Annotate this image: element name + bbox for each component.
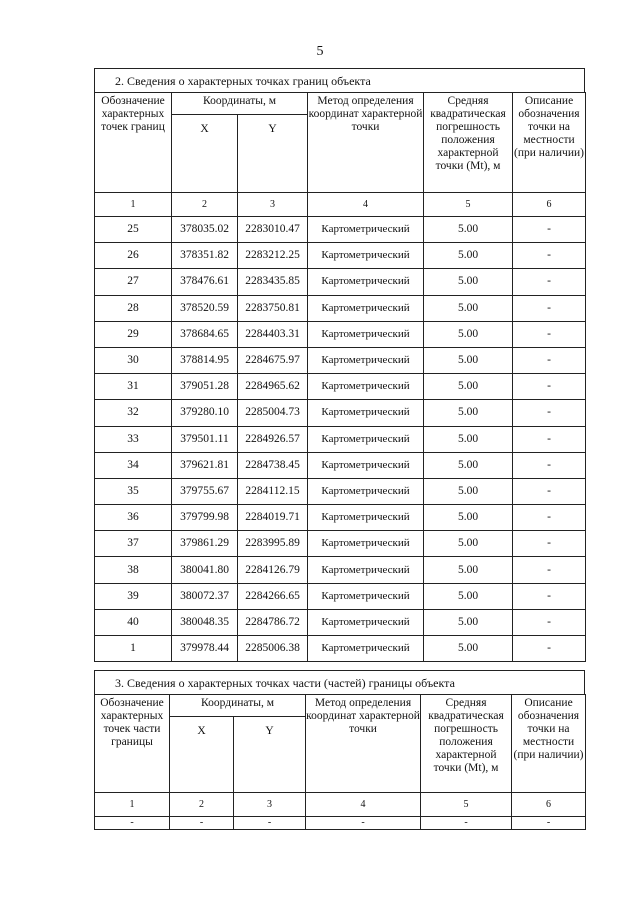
method-cell: Картометрический (308, 347, 424, 373)
description-cell: - (513, 347, 586, 373)
y-coordinate-cell: 2284403.31 (238, 321, 308, 347)
column-number: 1 (95, 793, 170, 817)
description-cell: - (513, 557, 586, 583)
error-cell: 5.00 (424, 478, 513, 504)
error-cell: 5.00 (424, 583, 513, 609)
error-cell: 5.00 (424, 505, 513, 531)
header-y: Y (238, 115, 308, 193)
header-method: Метод определения координат характерной точки (308, 93, 424, 193)
column-numbers-row (95, 193, 586, 217)
error-cell: - (421, 817, 512, 830)
description-cell: - (513, 321, 586, 347)
method-cell: Картометрический (308, 321, 424, 347)
point-cell: 28 (95, 295, 172, 321)
x-coordinate-cell: 379755.67 (172, 478, 238, 504)
header-coordinates: Координаты, м (172, 93, 308, 115)
description-cell: - (513, 400, 586, 426)
y-coordinate-cell: - (234, 817, 306, 830)
y-coordinate-cell: 2283435.85 (238, 269, 308, 295)
table-row (95, 583, 586, 609)
table-row (95, 321, 586, 347)
table-row (95, 531, 586, 557)
column-number: 6 (513, 193, 586, 217)
header-x: X (170, 717, 234, 793)
x-coordinate-cell: 378351.82 (172, 243, 238, 269)
description-cell: - (513, 269, 586, 295)
error-cell: 5.00 (424, 321, 513, 347)
description-cell: - (513, 531, 586, 557)
point-cell: 38 (95, 557, 172, 583)
column-number: 5 (421, 793, 512, 817)
column-number: 1 (95, 193, 172, 217)
x-coordinate-cell: 378476.61 (172, 269, 238, 295)
y-coordinate-cell: 2284786.72 (238, 609, 308, 635)
error-cell: 5.00 (424, 452, 513, 478)
table-row (95, 557, 586, 583)
x-coordinate-cell: 379051.28 (172, 374, 238, 400)
error-cell: 5.00 (424, 609, 513, 635)
point-cell: 1 (95, 636, 172, 662)
x-coordinate-cell: 379280.10 (172, 400, 238, 426)
header-x: X (172, 115, 238, 193)
y-coordinate-cell: 2284266.65 (238, 583, 308, 609)
header-coordinates: Координаты, м (170, 695, 306, 717)
y-coordinate-cell: 2284738.45 (238, 452, 308, 478)
point-cell: 36 (95, 505, 172, 531)
description-cell: - (512, 817, 586, 830)
error-cell: 5.00 (424, 347, 513, 373)
point-cell: 31 (95, 374, 172, 400)
error-cell: 5.00 (424, 243, 513, 269)
x-coordinate-cell: - (170, 817, 234, 830)
table-row (95, 505, 586, 531)
x-coordinate-cell: 380041.80 (172, 557, 238, 583)
description-cell: - (513, 452, 586, 478)
description-cell: - (513, 217, 586, 243)
table-row (95, 347, 586, 373)
x-coordinate-cell: 379978.44 (172, 636, 238, 662)
y-coordinate-cell: 2283010.47 (238, 217, 308, 243)
method-cell: Картометрический (308, 426, 424, 452)
error-cell: 5.00 (424, 426, 513, 452)
x-coordinate-cell: 379861.29 (172, 531, 238, 557)
description-cell: - (513, 243, 586, 269)
error-cell: 5.00 (424, 295, 513, 321)
column-number: 2 (172, 193, 238, 217)
description-cell: - (513, 374, 586, 400)
method-cell: Картометрический (308, 243, 424, 269)
description-cell: - (513, 426, 586, 452)
point-cell: 32 (95, 400, 172, 426)
x-coordinate-cell: 379501.11 (172, 426, 238, 452)
header-designation: Обозначение характерных точек границ (95, 93, 172, 193)
point-cell: 26 (95, 243, 172, 269)
method-cell: Картометрический (308, 583, 424, 609)
section-2 (94, 68, 585, 662)
column-number: 6 (512, 793, 586, 817)
point-cell: 25 (95, 217, 172, 243)
section-3-heading: 3. Сведения о характерных точках части (частей) границы объекта (94, 670, 585, 694)
x-coordinate-cell: 378520.59 (172, 295, 238, 321)
column-number: 2 (170, 793, 234, 817)
description-cell: - (513, 636, 586, 662)
y-coordinate-cell: 2284019.71 (238, 505, 308, 531)
description-cell: - (513, 478, 586, 504)
point-cell: 30 (95, 347, 172, 373)
description-cell: - (513, 583, 586, 609)
column-numbers-row (95, 793, 586, 817)
header-description: Описание обозначения точки на местности (при наличии) (512, 695, 586, 793)
method-cell: Картометрический (308, 269, 424, 295)
error-cell: 5.00 (424, 217, 513, 243)
header-designation: Обозначение характерных точек части границы (95, 695, 170, 793)
section-2-rows (95, 217, 586, 662)
method-cell: Картометрический (308, 374, 424, 400)
table-row (95, 478, 586, 504)
point-cell: 40 (95, 609, 172, 635)
method-cell: Картометрический (308, 452, 424, 478)
section-3-table (94, 694, 586, 830)
method-cell: - (306, 817, 421, 830)
x-coordinate-cell: 380048.35 (172, 609, 238, 635)
method-cell: Картометрический (308, 217, 424, 243)
error-cell: 5.00 (424, 400, 513, 426)
x-coordinate-cell: 380072.37 (172, 583, 238, 609)
point-cell: 37 (95, 531, 172, 557)
header-method: Метод определения координат характерной точки (306, 695, 421, 793)
y-coordinate-cell: 2284126.79 (238, 557, 308, 583)
point-cell: 33 (95, 426, 172, 452)
column-number: 5 (424, 193, 513, 217)
table-row (95, 295, 586, 321)
method-cell: Картометрический (308, 505, 424, 531)
table-row (95, 636, 586, 662)
description-cell: - (513, 505, 586, 531)
y-coordinate-cell: 2284926.57 (238, 426, 308, 452)
column-number: 3 (234, 793, 306, 817)
method-cell: Картометрический (308, 636, 424, 662)
method-cell: Картометрический (308, 609, 424, 635)
section-3 (94, 670, 585, 830)
error-cell: 5.00 (424, 374, 513, 400)
header-y: Y (234, 717, 306, 793)
column-number: 3 (238, 193, 308, 217)
y-coordinate-cell: 2284112.15 (238, 478, 308, 504)
method-cell: Картометрический (308, 531, 424, 557)
y-coordinate-cell: 2285006.38 (238, 636, 308, 662)
point-cell: 27 (95, 269, 172, 295)
y-coordinate-cell: 2283212.25 (238, 243, 308, 269)
x-coordinate-cell: 378684.65 (172, 321, 238, 347)
page-number: 5 (316, 44, 324, 59)
y-coordinate-cell: 2285004.73 (238, 400, 308, 426)
x-coordinate-cell: 379799.98 (172, 505, 238, 531)
column-number: 4 (306, 793, 421, 817)
column-number: 4 (308, 193, 424, 217)
header-error: Средняя квадратическая погрешность положения характерной точки (Mt), м (421, 695, 512, 793)
table-row (95, 217, 586, 243)
error-cell: 5.00 (424, 636, 513, 662)
y-coordinate-cell: 2284675.97 (238, 347, 308, 373)
table-row (95, 243, 586, 269)
x-coordinate-cell: 378035.02 (172, 217, 238, 243)
table-row (95, 817, 586, 830)
table-row (95, 374, 586, 400)
table-row (95, 609, 586, 635)
table-row (95, 400, 586, 426)
error-cell: 5.00 (424, 531, 513, 557)
x-coordinate-cell: 378814.95 (172, 347, 238, 373)
description-cell: - (513, 609, 586, 635)
y-coordinate-cell: 2284965.62 (238, 374, 308, 400)
point-cell: 29 (95, 321, 172, 347)
point-cell: 34 (95, 452, 172, 478)
header-description: Описание обозначения точки на местности (при наличии) (513, 93, 586, 193)
point-cell: - (95, 817, 170, 830)
section-2-heading: 2. Сведения о характерных точках границ объекта (94, 68, 585, 92)
table-row (95, 269, 586, 295)
description-cell: - (513, 295, 586, 321)
point-cell: 39 (95, 583, 172, 609)
table-row (95, 452, 586, 478)
method-cell: Картометрический (308, 557, 424, 583)
method-cell: Картометрический (308, 400, 424, 426)
header-error: Средняя квадратическая погрешность положения характерной точки (Mt), м (424, 93, 513, 193)
x-coordinate-cell: 379621.81 (172, 452, 238, 478)
point-cell: 35 (95, 478, 172, 504)
method-cell: Картометрический (308, 295, 424, 321)
table-row (95, 426, 586, 452)
section-3-rows (95, 817, 586, 830)
error-cell: 5.00 (424, 269, 513, 295)
error-cell: 5.00 (424, 557, 513, 583)
y-coordinate-cell: 2283750.81 (238, 295, 308, 321)
y-coordinate-cell: 2283995.89 (238, 531, 308, 557)
method-cell: Картометрический (308, 478, 424, 504)
section-2-table (94, 92, 586, 662)
